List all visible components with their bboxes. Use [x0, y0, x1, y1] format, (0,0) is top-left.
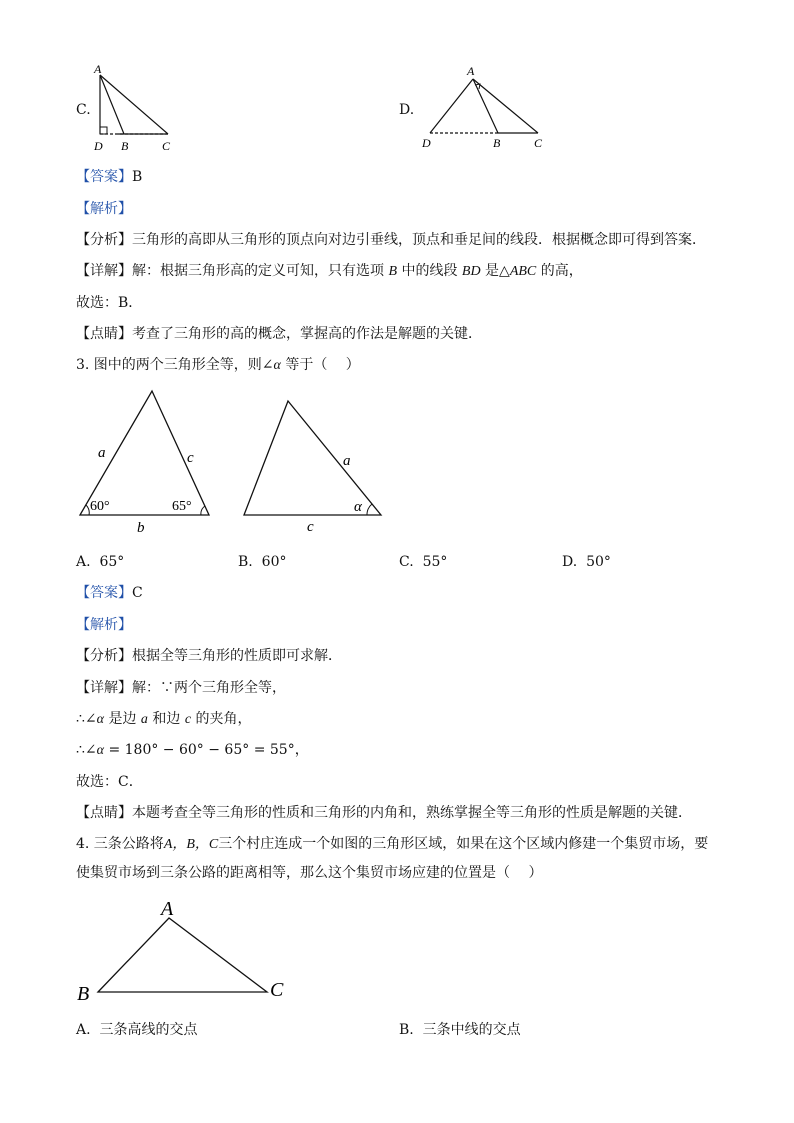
label-a: A	[467, 64, 475, 78]
xiangjie-text-post: 的高，	[540, 263, 583, 279]
answer-tag: 【答案】	[76, 169, 132, 185]
angle-alpha-label: α	[354, 499, 362, 515]
q3-option-a[interactable]	[76, 553, 124, 571]
side-c-label: c	[187, 450, 194, 466]
var-abc: ABC	[509, 264, 537, 279]
option-label: C.	[399, 554, 414, 570]
option-value: 60°	[261, 554, 287, 570]
option-d-label: D.	[399, 102, 415, 118]
option-c-label: C.	[76, 102, 91, 118]
option-value: 55°	[422, 554, 448, 570]
figure-option-d	[418, 62, 553, 154]
step-text: ∴∠	[76, 711, 97, 727]
angle-60-label: 60°	[90, 499, 110, 514]
var-a: a	[140, 712, 148, 727]
stem-text: 3. 图中的两个三角形全等，则∠	[76, 357, 274, 373]
answer-value: B	[132, 169, 143, 185]
label-c: C	[162, 139, 171, 153]
figure-triangle-2	[236, 392, 386, 537]
option-label: B.	[399, 1022, 414, 1038]
label-a: A	[94, 62, 102, 76]
q2-answer	[76, 168, 142, 186]
vertex-c-label: C	[270, 979, 284, 1001]
var-alpha: α	[96, 712, 104, 727]
q4-option-b[interactable]	[399, 1021, 521, 1039]
q2-guxuan: 故选：B．	[76, 295, 143, 311]
step-equation: = 180° − 60° − 65° = 55°，	[104, 742, 309, 758]
xiangjie-text-mid: 中的线段	[401, 263, 458, 279]
fenxi-tag: 【分析】	[76, 232, 132, 248]
q3-xiangjie	[76, 679, 286, 697]
var-b: B	[388, 264, 398, 279]
vertex-b-label: B	[77, 983, 90, 1005]
option-label: A.	[76, 1022, 91, 1038]
analysis-tag: 【解析】	[76, 201, 132, 217]
xiangjie-text-is: 是△	[485, 263, 510, 279]
q3-answer	[76, 584, 143, 602]
xiangjie-text: 解：∵两个三角形全等，	[132, 680, 286, 696]
option-label: B.	[238, 554, 253, 570]
vertex-a-label: A	[161, 898, 174, 920]
step-text-mid1: 是边	[108, 711, 137, 727]
xiangjie-tag: 【详解】	[76, 680, 132, 696]
var-alpha: α	[273, 358, 281, 373]
var-c: c	[184, 712, 192, 727]
var-abc: A，B，C	[163, 837, 219, 852]
angle-65-label: 65°	[172, 499, 192, 514]
label-b: B	[493, 136, 501, 150]
answer-tag: 【答案】	[76, 585, 132, 601]
var-bd: BD	[461, 264, 481, 279]
stem-text-post: 三个村庄连成一个如图的三角形区域，如果在这个区域内修建一个集贸市场，要	[218, 836, 709, 852]
label-c: C	[534, 136, 543, 150]
figure-triangle-1	[70, 385, 220, 540]
label-d: D	[94, 139, 103, 153]
q3-stem	[76, 356, 360, 375]
option-label: D.	[562, 554, 578, 570]
fenxi-text: 根据全等三角形的性质即可求解．	[132, 648, 342, 664]
label-b: B	[121, 139, 129, 153]
q3-fenxi	[76, 647, 342, 665]
q3-analysis-heading	[76, 616, 132, 634]
q4-stem-line-2: 使集贸市场到三条公路的距离相等，那么这个集贸市场应建的位置是（ ）	[76, 865, 543, 881]
q2-dianjing	[76, 325, 482, 343]
q4-stem-line-1	[76, 835, 708, 854]
dianjing-text: 考查了三角形的高的概念，掌握高的作法是解题的关键．	[132, 326, 482, 342]
option-value: 65°	[99, 554, 125, 570]
analysis-tag: 【解析】	[76, 617, 132, 633]
q3-option-d[interactable]	[562, 553, 611, 571]
q2-analysis-heading	[76, 200, 132, 218]
step-text-mid2: 和边	[152, 711, 181, 727]
q2-xiangjie	[76, 262, 583, 281]
dianjing-tag: 【点睛】	[76, 326, 132, 342]
option-label: A.	[76, 554, 91, 570]
q3-step-2	[76, 741, 309, 760]
q2-fenxi	[76, 231, 706, 249]
q3-option-c[interactable]	[399, 553, 447, 571]
var-alpha: α	[96, 743, 104, 758]
q4-option-a[interactable]	[76, 1021, 197, 1039]
q3-guxuan: 故选：C．	[76, 774, 143, 790]
xiangjie-text: 解：根据三角形高的定义可知，只有选项	[132, 263, 384, 279]
stem-text: 4. 三条公路将	[76, 836, 164, 852]
stem-text-post: 等于（ ）	[285, 357, 360, 373]
fenxi-tag: 【分析】	[76, 648, 132, 664]
fenxi-text: 三角形的高即从三角形的顶点向对边引垂线，顶点和垂足间的线段．根据概念即可得到答案．	[132, 232, 706, 248]
xiangjie-tag: 【详解】	[76, 263, 132, 279]
figure-option-c	[88, 60, 188, 155]
side-c-label: c	[307, 519, 314, 535]
option-value: 三条高线的交点	[99, 1022, 198, 1038]
side-a-label: a	[343, 453, 351, 469]
step-text: ∴∠	[76, 742, 97, 758]
label-d: D	[422, 136, 431, 150]
q3-dianjing	[76, 804, 692, 822]
q3-option-b[interactable]	[238, 553, 286, 571]
figure-triangle-abc	[72, 893, 297, 1008]
side-a-label: a	[98, 445, 106, 461]
step-text-post: 的夹角，	[195, 711, 252, 727]
answer-value: C	[132, 585, 143, 601]
q3-step-1	[76, 710, 251, 729]
option-value: 50°	[586, 554, 611, 570]
dianjing-text: 本题考查全等三角形的性质和三角形的内角和，熟练掌握全等三角形的性质是解题的关键．	[132, 805, 692, 821]
dianjing-tag: 【点睛】	[76, 805, 132, 821]
option-value: 三条中线的交点	[422, 1022, 521, 1038]
side-b-label: b	[137, 520, 145, 536]
